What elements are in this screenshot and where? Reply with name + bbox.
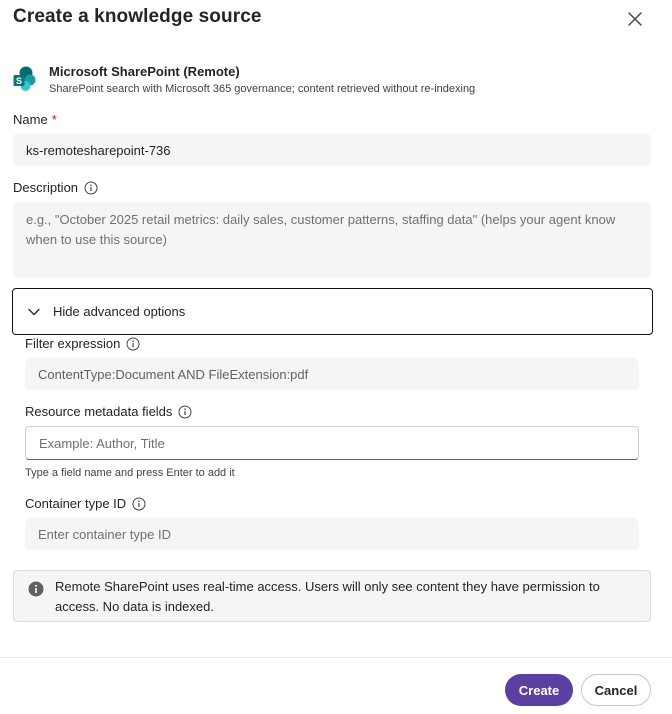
metadata-fields-hint: Type a field name and press Enter to add it: [25, 467, 235, 479]
name-label-text: Name: [13, 112, 48, 127]
info-banner-text: Remote SharePoint uses real-time access. Users will only see content they have permission to access. No data is indexed.: [55, 579, 600, 614]
filter-expression-label-text: Filter expression: [25, 336, 121, 351]
info-icon[interactable]: [126, 337, 140, 351]
source-name: Microsoft SharePoint (Remote): [49, 64, 240, 79]
description-textarea[interactable]: e.g., "October 2025 retail metrics: daily sales, customer patterns, staffing data" (helps your agent know when to use this source): [13, 202, 651, 278]
name-label: [13, 112, 57, 127]
name-input[interactable]: ks-remotesharepoint-736: [13, 134, 651, 166]
dialog-title: Create a knowledge source: [13, 6, 262, 27]
source-summary: [13, 62, 653, 98]
cancel-button[interactable]: Cancel: [581, 674, 651, 706]
description-label: [13, 180, 98, 195]
description-label-text: Description: [13, 180, 79, 195]
close-button[interactable]: [623, 7, 647, 31]
metadata-fields-input[interactable]: Example: Author, Title: [25, 426, 639, 460]
sharepoint-icon: [13, 66, 37, 92]
container-type-label: [25, 496, 146, 511]
close-icon: [627, 11, 643, 27]
source-description: SharePoint search with Microsoft 365 governance; content retrieved without re-indexing: [49, 83, 476, 95]
container-type-label-text: Container type ID: [25, 496, 127, 511]
info-banner: [13, 570, 651, 622]
info-icon[interactable]: [178, 405, 192, 419]
filter-expression-input[interactable]: ContentType:Document AND FileExtension:pdf: [25, 358, 639, 390]
metadata-fields-label: [25, 404, 192, 419]
info-filled-icon: [28, 581, 44, 597]
info-icon[interactable]: [132, 497, 146, 511]
advanced-options-toggle[interactable]: [12, 288, 653, 335]
filter-expression-label: [25, 336, 140, 351]
required-mark: *: [51, 112, 57, 127]
footer-divider: [0, 657, 672, 658]
chevron-down-icon: [27, 305, 41, 319]
container-type-input[interactable]: Enter container type ID: [25, 518, 639, 550]
advanced-options-label: Hide advanced options: [53, 304, 186, 319]
create-button[interactable]: Create: [505, 674, 573, 706]
metadata-fields-label-text: Resource metadata fields: [25, 404, 173, 419]
info-icon[interactable]: [84, 181, 98, 195]
svg-text:S: S: [15, 76, 23, 86]
